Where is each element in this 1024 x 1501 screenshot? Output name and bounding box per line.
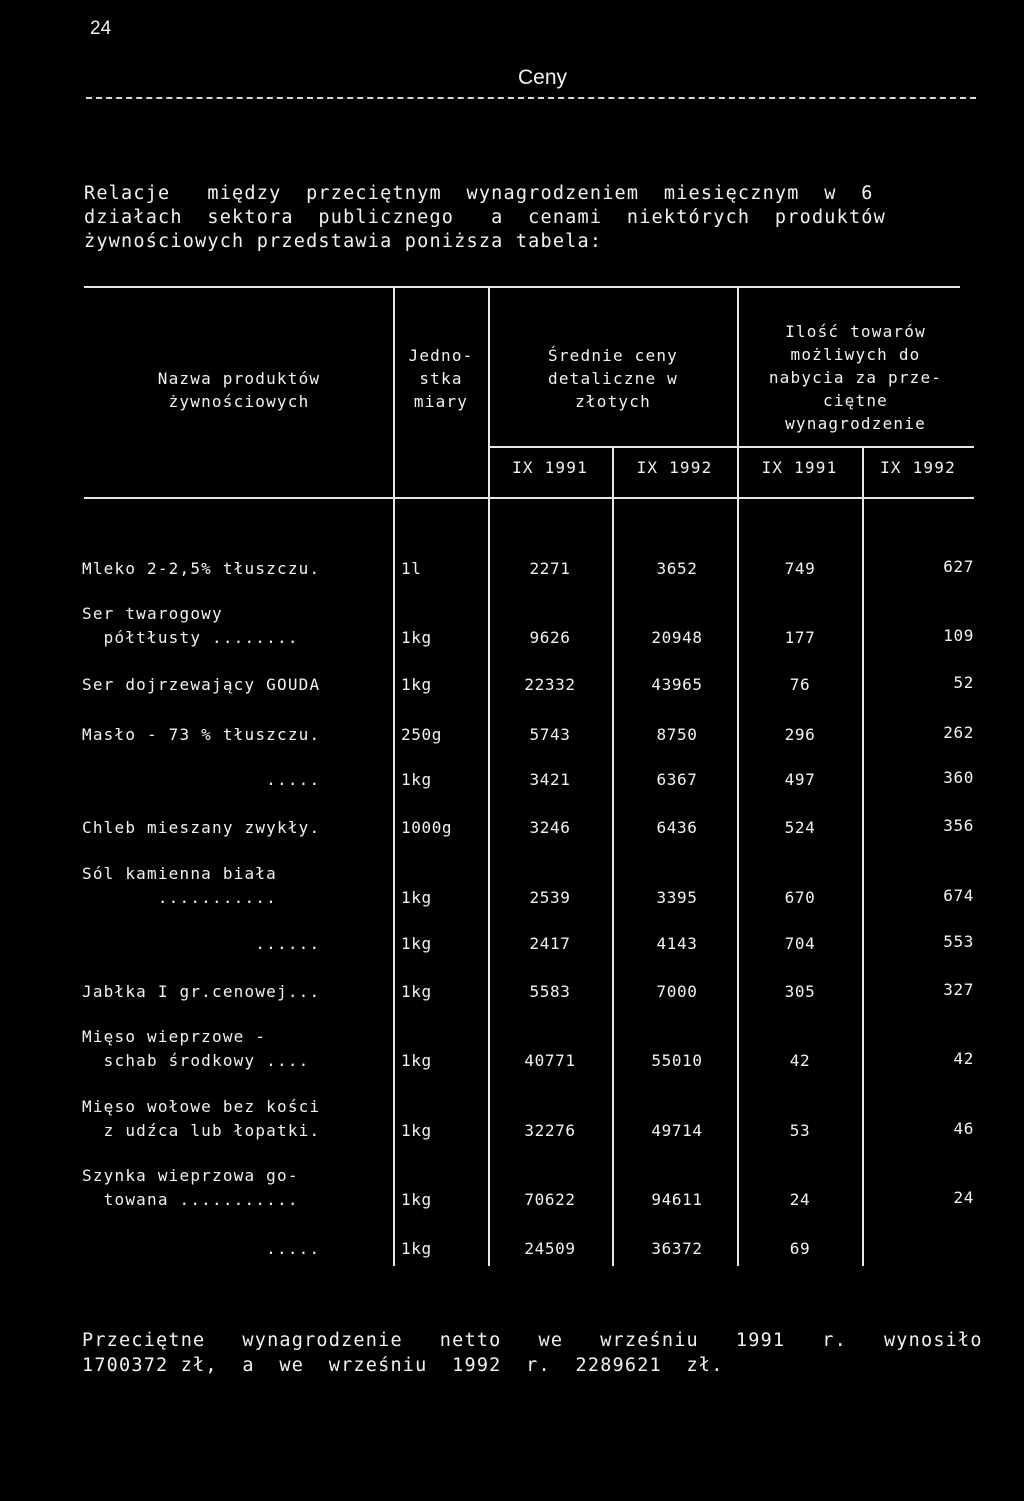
intro-paragraph: Relacje między przeciętnym wynagrodzeniem miesięcznym w 6 działach sektora publicznego a cenami niektórych produktów żywnościowych przedstawia poniższa tabela: [84, 183, 886, 252]
table-row-name: Szynka wieprzowa go- towana ........... [82, 1166, 299, 1209]
table-row-unit: 1kg [401, 934, 432, 953]
table-row-price-1991: 2271 [529, 559, 571, 578]
table-row-name: Ser twarogowy półtłusty ........ [82, 604, 299, 647]
table-row-price-1992: 49714 [651, 1121, 703, 1140]
table-row-price-1992: 3652 [656, 559, 698, 578]
table-row-price-1992: 6367 [656, 770, 698, 789]
table-row-price-1992: 55010 [651, 1051, 703, 1070]
col-divider-unit [393, 286, 395, 1266]
table-row-name: Chleb mieszany zwykły. [82, 818, 321, 837]
table-row-name: Masło - 73 % tłuszczu. [82, 725, 321, 744]
table-row-price-1991: 24509 [524, 1239, 576, 1258]
table-row-price-1991: 22332 [524, 675, 576, 694]
col-divider-p2 [612, 446, 614, 1266]
header-unit: Jedno- stka miary [408, 346, 474, 411]
table-row-name: Mięso wołowe bez kości z udźca lub łopatki. [82, 1097, 321, 1140]
table-row-name: Ser dojrzewający GOUDA [82, 675, 321, 694]
footer-paragraph: Przeciętne wynagrodzenie netto we wrześniu 1991 r. wynosiło 1700372 zł, a we wrześniu 1992 r. 2289621 zł. [82, 1330, 983, 1376]
table-row-price-1991: 9626 [529, 628, 571, 647]
table-row-price-1991: 40771 [524, 1051, 576, 1070]
header-divider [86, 97, 976, 99]
table-row-name: ..... [82, 1239, 321, 1258]
table-row-price-1991: 5743 [529, 725, 571, 744]
table-row-price-1991: 2417 [529, 934, 571, 953]
table-row-price-1992: 20948 [651, 628, 703, 647]
table-row-name: ...... [82, 934, 321, 953]
table-row-unit: 1l [401, 559, 422, 578]
table-row-qty-1992: 46 [953, 1119, 974, 1138]
header-product: Nazwa produktów żywnościowych [157, 369, 321, 411]
table-row-qty-1992: 674 [943, 886, 974, 905]
table-row-price-1992: 36372 [651, 1239, 703, 1258]
table-row-price-1991: 3421 [529, 770, 571, 789]
table-row-qty-1991: 296 [784, 725, 816, 744]
subheader-price-1991: IX 1991 [512, 458, 588, 477]
table-row-qty-1992: 42 [953, 1049, 974, 1068]
table-row-qty-1991: 177 [784, 628, 816, 647]
table-row-unit: 1kg [401, 1121, 432, 1140]
table-row-price-1992: 6436 [656, 818, 698, 837]
table-row-qty-1992: 360 [943, 768, 974, 787]
table-row-unit: 1kg [401, 770, 432, 789]
table-row-name: Mleko 2-2,5% tłuszczu. [82, 559, 321, 578]
table-row-name: ..... [82, 770, 321, 789]
subheader-price-1992: IX 1992 [636, 458, 713, 477]
table-row-price-1992: 43965 [651, 675, 703, 694]
table-row-qty-1991: 42 [789, 1051, 811, 1070]
table-row-unit: 1kg [401, 675, 432, 694]
subheader-qty-1991: IX 1991 [761, 458, 838, 477]
table-row-price-1992: 3395 [656, 888, 698, 907]
table-row-qty-1992: 356 [943, 816, 974, 835]
table-row-qty-1991: 497 [784, 770, 816, 789]
table-row-unit: 1kg [401, 1190, 432, 1209]
table-row-price-1992: 7000 [656, 982, 698, 1001]
table-row-qty-1992: 553 [943, 932, 974, 951]
page-number: 24 [90, 18, 112, 39]
running-header: Ceny [518, 66, 568, 89]
table-row-price-1991: 70622 [524, 1190, 576, 1209]
table-row-price-1992: 4143 [656, 934, 698, 953]
table-row-price-1992: 94611 [651, 1190, 703, 1209]
table-row-qty-1992: 262 [943, 723, 974, 742]
table-row-unit: 250g [401, 725, 442, 744]
table-top-rule [84, 286, 960, 288]
table-row-qty-1992: 627 [943, 557, 974, 576]
table-row-qty-1991: 24 [789, 1190, 811, 1209]
table-row-qty-1991: 749 [784, 559, 816, 578]
table-row-price-1991: 5583 [529, 982, 571, 1001]
header-prices: Średnie ceny detaliczne w złotych [548, 346, 678, 411]
table-row-unit: 1kg [401, 628, 432, 647]
table-row-unit: 1000g [401, 818, 453, 837]
header-bottom-rule [84, 497, 974, 499]
table-row-price-1991: 2539 [529, 888, 571, 907]
table-row-unit: 1kg [401, 888, 432, 907]
table-row-qty-1991: 76 [789, 675, 811, 694]
table-row-qty-1992: 109 [943, 626, 974, 645]
table-row-name: Sól kamienna biała ........... [82, 864, 277, 907]
col-divider-q2 [862, 446, 864, 1266]
table-row-qty-1992: 24 [953, 1188, 974, 1207]
table-row-price-1991: 32276 [524, 1121, 576, 1140]
table-row-price-1992: 8750 [656, 725, 698, 744]
table-row-qty-1991: 305 [784, 982, 816, 1001]
table-row-unit: 1kg [401, 1051, 432, 1070]
table-row-qty-1992: 327 [943, 980, 974, 999]
table-row-price-1991: 3246 [529, 818, 571, 837]
table-row-unit: 1kg [401, 1239, 432, 1258]
subheader-qty-1992: IX 1992 [880, 458, 956, 477]
table-row-qty-1991: 524 [784, 818, 816, 837]
table-row-name: Jabłka I gr.cenowej... [82, 982, 321, 1001]
table-row-qty-1991: 670 [784, 888, 816, 907]
table-row-qty-1991: 53 [789, 1121, 811, 1140]
table-row-qty-1992: 52 [953, 673, 974, 692]
table-row-name: Mięso wieprzowe - schab środkowy .... [82, 1027, 310, 1070]
table-row-qty-1991: 69 [789, 1239, 811, 1258]
table-row-qty-1991: 704 [784, 934, 816, 953]
subheader-rule [490, 446, 974, 448]
table-row-unit: 1kg [401, 982, 432, 1001]
header-quantity: Ilość towarów możliwych do nabycia za prze- ciętne wynagrodzenie [768, 322, 943, 433]
